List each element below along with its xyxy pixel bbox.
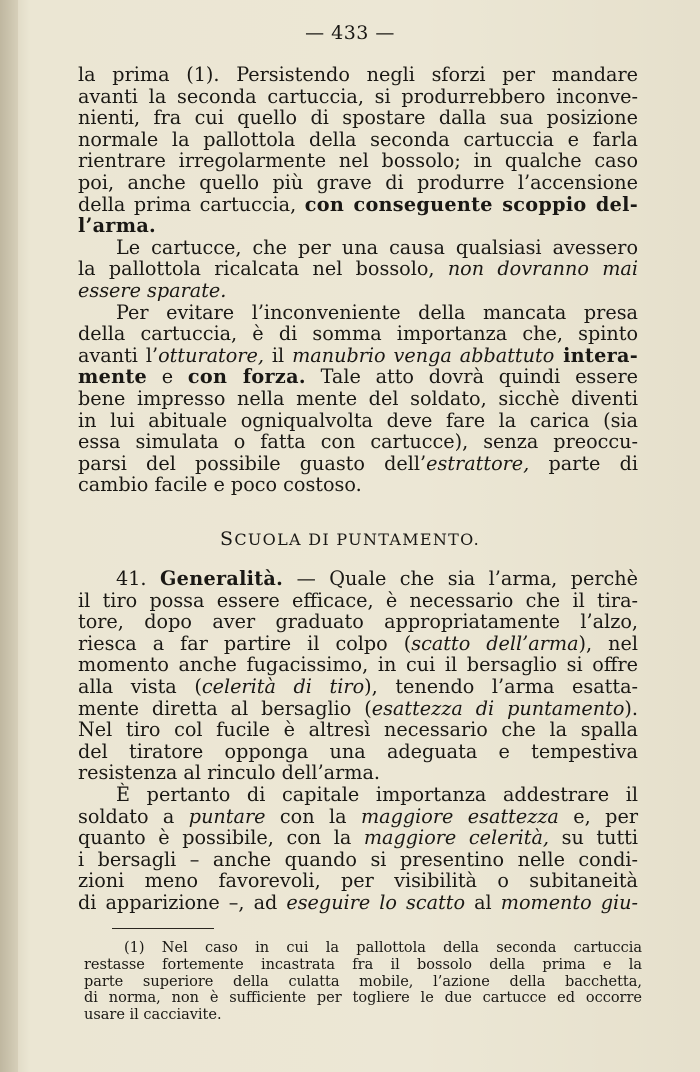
text-run: ), nel (578, 631, 638, 655)
section-number: 41. (116, 567, 160, 590)
text-run: Tale atto dovrà quindi essere (305, 365, 638, 389)
text-line (78, 698, 638, 720)
text-run: quanto è possibile, con la (78, 826, 364, 850)
text-run: ), tenendo l’arma esatta- (364, 674, 638, 698)
bold-text: Generalità. (160, 567, 284, 590)
italic-text: estrattore, (426, 451, 530, 475)
heading-text: CUOLA DI PUNTAMENTO. (234, 530, 480, 549)
text-line: i bersagli – anche quando si presentino nelle condi- (78, 847, 638, 871)
text-line: Per evitare l’inconveniente della mancata presa (116, 300, 638, 324)
text-run: alla vista ( (78, 674, 202, 698)
text-line (78, 366, 638, 388)
text-line: tore, dopo aver graduato appropriatamente l’alzo, (78, 610, 638, 634)
text-line (78, 892, 638, 914)
text-run: della prima cartuccia, (78, 192, 305, 216)
text-line: poi, anche quello più grave di produrre l’accensione (78, 170, 638, 194)
text-line: del tiratore opponga una adeguata e tempestiva (78, 739, 638, 763)
text-run: su tutti (549, 826, 639, 850)
italic-text: essere sparate. (78, 278, 227, 302)
text-line: bene impresso nella mente del soldato, sicchè diventi (78, 386, 638, 410)
italic-text: puntare (188, 804, 266, 828)
text-line: rientrare irregolarmente nel bossolo; in qualche caso (78, 149, 638, 173)
text-line (78, 633, 638, 655)
page-number: — 433 — (305, 22, 395, 44)
italic-text: non dovranno mai (447, 257, 638, 281)
section-41 (78, 568, 638, 914)
text-run: mente diretta al bersaglio ( (78, 696, 372, 720)
footnote (84, 940, 642, 1024)
bold-text: mente (78, 365, 148, 389)
italic-text: celerità di tiro (201, 674, 365, 698)
italic-text: eseguire lo scatto (286, 890, 466, 914)
text-line (78, 453, 638, 475)
footnote-line: restasse fortemente incastrata fra il bossolo della prima e la (84, 956, 642, 973)
text-run: riesca a far partire il colpo ( (78, 631, 412, 655)
text-run: e, per (558, 804, 638, 828)
text-line: Nel tiro col fucile è altresì necessario che la spalla (78, 718, 638, 742)
text-run: il (263, 343, 293, 367)
footnote-separator (112, 928, 214, 929)
italic-text: scatto dell’arma (411, 631, 579, 655)
footnote-line: parte superiore della culatta mobile, l’azione della bacchetta, (84, 973, 642, 990)
italic-text: maggiore esattezza (360, 804, 559, 828)
text-run: al (465, 890, 501, 914)
text-line (78, 806, 638, 828)
text-line (78, 568, 638, 590)
text-run: — Quale che sia l’arma, perchè (283, 567, 638, 590)
footnote-line: di norma, non è sufficiente per togliere le due cartucce ed occorre (84, 990, 642, 1007)
text-run: avanti l’ (78, 343, 159, 367)
text-line: in lui abituale ogniqualvolta deve fare la carica (sia (78, 408, 638, 432)
text-line: cambio facile e poco costoso. (78, 473, 362, 497)
bold-text: con forza. (187, 365, 306, 389)
section-heading (0, 528, 700, 550)
italic-text: maggiore celerità, (363, 826, 550, 850)
text-line: zioni meno favorevoli, per visibilità o subitaneità (78, 869, 638, 893)
text-line: normale la pallottola della seconda cartuccia e farla (78, 127, 638, 151)
heading-initial: S (220, 528, 235, 550)
text-line (78, 215, 638, 237)
text-line: della cartuccia, è di somma importanza che, spinto (78, 322, 638, 346)
text-line: È pertanto di capitale importanza addestrare il (116, 782, 638, 806)
paragraph-1 (78, 64, 638, 496)
text-line: essa simulata o fatta con cartucce), senza preoccu- (78, 430, 638, 454)
text-line: Le cartucce, che per una causa qualsiasi avessero (116, 235, 638, 259)
text-line (78, 676, 638, 698)
bold-text: l’arma. (78, 214, 157, 238)
text-line: il tiro possa essere efficace, è necessario che il tira- (78, 588, 638, 612)
text-line: avanti la seconda cartuccia, si produrrebbero inconve- (78, 84, 638, 108)
text-line: nienti, fra cui quello di spostare dalla sua posizione (78, 106, 638, 130)
text-line (78, 258, 638, 280)
text-line: resistenza al rinculo dell’arma. (78, 761, 381, 785)
footnote-line: (1) Nel caso in cui la pallottola della seconda cartuccia (124, 940, 642, 956)
text-run: di apparizione –, ad (78, 890, 287, 914)
text-run: con la (265, 804, 361, 828)
text-line (78, 280, 638, 302)
text-run: parte di (529, 451, 638, 475)
text-line: momento anche fugacissimo, in cui il bersaglio si offre (78, 653, 638, 677)
text-line (78, 345, 638, 367)
italic-text: esattezza di puntamento (371, 696, 625, 720)
text-run: e (147, 365, 188, 389)
bold-text: intera- (554, 343, 638, 367)
italic-text: manubrio venga abbattuto (292, 343, 555, 367)
text-run: la pallottola ricalcata nel bossolo, (78, 257, 448, 281)
italic-text: otturatore, (158, 343, 264, 367)
text-run: ). (624, 696, 638, 720)
italic-text: momento giu- (500, 890, 638, 914)
text-line: la prima (1). Persistendo negli sforzi per mandare (78, 63, 638, 86)
text-run: parsi del possibile guasto dell’ (78, 451, 427, 475)
text-run: soldato a (78, 804, 189, 828)
text-line (78, 827, 638, 849)
footnote-line: usare il cacciavite. (84, 1007, 222, 1024)
bold-text: con conseguente scoppio del- (304, 192, 638, 216)
text-line (78, 194, 638, 216)
